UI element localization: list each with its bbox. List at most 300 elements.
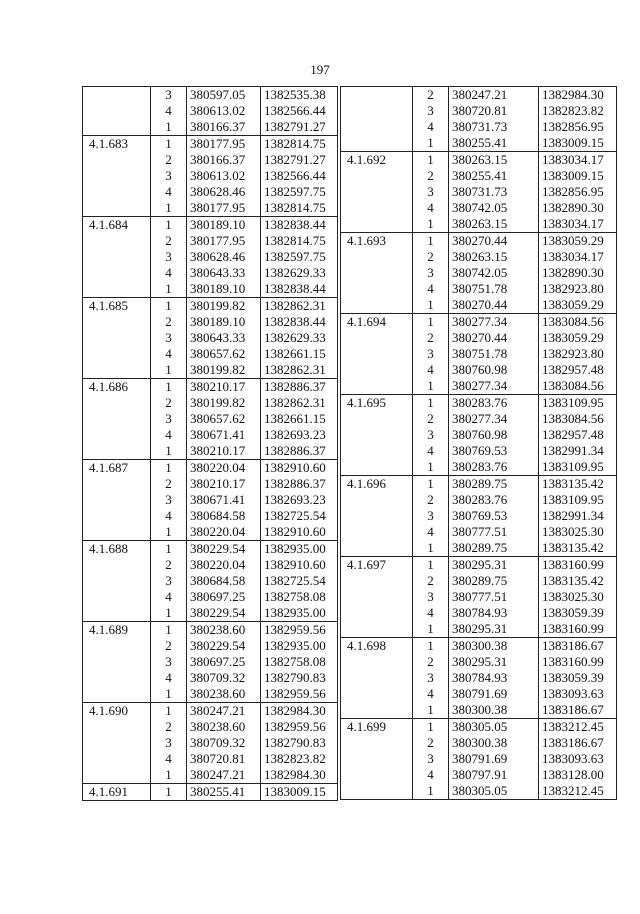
- parcel-id-cell: [83, 638, 151, 654]
- y-coordinate-cell: 1383034.17: [539, 216, 617, 233]
- y-coordinate-cell: 1383135.42: [539, 476, 617, 493]
- y-coordinate-cell: 1382566.44: [261, 103, 338, 119]
- x-coordinate-cell: 380791.69: [449, 751, 539, 767]
- y-coordinate-cell: 1382890.30: [539, 265, 617, 281]
- parcel-id-cell: [341, 265, 413, 281]
- parcel-id-cell: [83, 524, 151, 541]
- y-coordinate-cell: 1382935.00: [261, 605, 338, 622]
- table-row: [341, 297, 617, 314]
- parcel-id-cell: 4.1.686: [83, 379, 151, 396]
- point-number-cell: 2: [151, 395, 187, 411]
- parcel-id-cell: 4.1.684: [83, 217, 151, 234]
- y-coordinate-cell: 1382838.44: [261, 281, 338, 298]
- point-number-cell: 4: [413, 281, 449, 297]
- parcel-id-cell: [83, 362, 151, 379]
- table-row: [83, 217, 338, 234]
- parcel-id-cell: [341, 589, 413, 605]
- y-coordinate-cell: 1383212.45: [539, 783, 617, 800]
- y-coordinate-cell: 1382984.30: [261, 703, 338, 720]
- parcel-id-cell: 4.1.697: [341, 557, 413, 574]
- table-row: [341, 152, 617, 169]
- x-coordinate-cell: 380769.53: [449, 508, 539, 524]
- point-number-cell: 2: [413, 168, 449, 184]
- table-row: [341, 200, 617, 216]
- x-coordinate-cell: 380277.34: [449, 411, 539, 427]
- table-row: [83, 314, 338, 330]
- parcel-id-cell: [341, 492, 413, 508]
- table-row: [341, 476, 617, 493]
- table-row: [341, 492, 617, 508]
- y-coordinate-cell: 1382862.31: [261, 395, 338, 411]
- y-coordinate-cell: 1383135.42: [539, 540, 617, 557]
- parcel-id-cell: [83, 508, 151, 524]
- parcel-id-cell: [83, 281, 151, 298]
- point-number-cell: 1: [413, 395, 449, 412]
- x-coordinate-cell: 380300.38: [449, 735, 539, 751]
- point-number-cell: 3: [413, 265, 449, 281]
- x-coordinate-cell: 380731.73: [449, 184, 539, 200]
- x-coordinate-cell: 380166.37: [187, 152, 261, 168]
- y-coordinate-cell: 1383025.30: [539, 589, 617, 605]
- x-coordinate-cell: 380731.73: [449, 119, 539, 135]
- point-number-cell: 1: [151, 767, 187, 784]
- parcel-id-cell: [83, 719, 151, 735]
- point-number-cell: 3: [151, 492, 187, 508]
- point-number-cell: 2: [413, 492, 449, 508]
- x-coordinate-cell: 380720.81: [187, 751, 261, 767]
- x-coordinate-cell: 380166.37: [187, 119, 261, 136]
- parcel-id-cell: [83, 654, 151, 670]
- table-row: [341, 362, 617, 378]
- table-row: [83, 557, 338, 573]
- y-coordinate-cell: 1382862.31: [261, 298, 338, 315]
- parcel-id-cell: [83, 443, 151, 460]
- parcel-id-cell: 4.1.689: [83, 622, 151, 639]
- parcel-id-cell: 4.1.687: [83, 460, 151, 477]
- y-coordinate-cell: 1383109.95: [539, 492, 617, 508]
- table-row: [341, 119, 617, 135]
- parcel-id-cell: [341, 135, 413, 152]
- point-number-cell: 4: [151, 589, 187, 605]
- x-coordinate-cell: 380199.82: [187, 362, 261, 379]
- parcel-id-cell: 4.1.691: [83, 784, 151, 801]
- x-coordinate-cell: 380189.10: [187, 314, 261, 330]
- point-number-cell: 3: [151, 87, 187, 104]
- table-row: [83, 703, 338, 720]
- y-coordinate-cell: 1382838.44: [261, 217, 338, 234]
- point-number-cell: 1: [151, 460, 187, 477]
- point-number-cell: 2: [151, 476, 187, 492]
- y-coordinate-cell: 1383160.99: [539, 654, 617, 670]
- y-coordinate-cell: 1382856.95: [539, 184, 617, 200]
- table-row: [83, 476, 338, 492]
- point-number-cell: 3: [413, 184, 449, 200]
- y-coordinate-cell: 1383059.29: [539, 330, 617, 346]
- table-row: [83, 298, 338, 315]
- table-row: [83, 751, 338, 767]
- x-coordinate-cell: 380777.51: [449, 589, 539, 605]
- table-row: [83, 119, 338, 136]
- point-number-cell: 2: [413, 249, 449, 265]
- table-row: [341, 330, 617, 346]
- y-coordinate-cell: 1382791.27: [261, 152, 338, 168]
- point-number-cell: 3: [413, 103, 449, 119]
- y-coordinate-cell: 1383009.15: [261, 784, 338, 801]
- table-row: [341, 654, 617, 670]
- x-coordinate-cell: 380177.95: [187, 200, 261, 217]
- point-number-cell: 1: [151, 686, 187, 703]
- y-coordinate-cell: 1382935.00: [261, 541, 338, 558]
- x-coordinate-cell: 380289.75: [449, 476, 539, 493]
- x-coordinate-cell: 380769.53: [449, 443, 539, 459]
- parcel-id-cell: [341, 686, 413, 702]
- table-row: [83, 379, 338, 396]
- x-coordinate-cell: 380295.31: [449, 654, 539, 670]
- table-row: [83, 152, 338, 168]
- point-number-cell: 1: [151, 443, 187, 460]
- y-coordinate-cell: 1383109.95: [539, 395, 617, 412]
- x-coordinate-cell: 380720.81: [449, 103, 539, 119]
- parcel-id-cell: [341, 200, 413, 216]
- y-coordinate-cell: 1382886.37: [261, 476, 338, 492]
- parcel-id-cell: [341, 411, 413, 427]
- x-coordinate-cell: 380643.33: [187, 330, 261, 346]
- table-row: [341, 87, 617, 104]
- table-row: [341, 314, 617, 331]
- table-row: [341, 411, 617, 427]
- x-coordinate-cell: 380657.62: [187, 346, 261, 362]
- point-number-cell: 1: [151, 200, 187, 217]
- y-coordinate-cell: 1383009.15: [539, 168, 617, 184]
- table-row: [341, 508, 617, 524]
- parcel-id-cell: [341, 540, 413, 557]
- x-coordinate-cell: 380277.34: [449, 314, 539, 331]
- point-number-cell: 4: [151, 508, 187, 524]
- point-number-cell: 3: [151, 411, 187, 427]
- point-number-cell: 2: [413, 573, 449, 589]
- point-number-cell: 1: [413, 378, 449, 395]
- y-coordinate-cell: 1383093.63: [539, 751, 617, 767]
- table-row: [83, 686, 338, 703]
- table-row: [83, 654, 338, 670]
- parcel-id-cell: [341, 216, 413, 233]
- y-coordinate-cell: 1382814.75: [261, 200, 338, 217]
- parcel-id-cell: [341, 670, 413, 686]
- point-number-cell: 4: [413, 605, 449, 621]
- point-number-cell: 1: [413, 152, 449, 169]
- y-coordinate-cell: 1382790.83: [261, 670, 338, 686]
- point-number-cell: 2: [151, 638, 187, 654]
- parcel-id-cell: [83, 346, 151, 362]
- point-number-cell: 4: [413, 200, 449, 216]
- x-coordinate-cell: 380283.76: [449, 395, 539, 412]
- y-coordinate-cell: 1383135.42: [539, 573, 617, 589]
- table-row: [83, 395, 338, 411]
- point-number-cell: 1: [413, 476, 449, 493]
- y-coordinate-cell: 1382823.82: [539, 103, 617, 119]
- table-row: [83, 362, 338, 379]
- x-coordinate-cell: 380270.44: [449, 330, 539, 346]
- parcel-id-cell: [83, 573, 151, 589]
- x-coordinate-cell: 380791.69: [449, 686, 539, 702]
- y-coordinate-cell: 1382838.44: [261, 314, 338, 330]
- y-coordinate-cell: 1382791.27: [261, 119, 338, 136]
- parcel-id-cell: [341, 168, 413, 184]
- parcel-id-cell: [341, 427, 413, 443]
- table-row: [341, 524, 617, 540]
- x-coordinate-cell: 380628.46: [187, 184, 261, 200]
- x-coordinate-cell: 380210.17: [187, 476, 261, 492]
- point-number-cell: 3: [413, 670, 449, 686]
- y-coordinate-cell: 1383212.45: [539, 719, 617, 736]
- x-coordinate-cell: 380295.31: [449, 621, 539, 638]
- x-coordinate-cell: 380760.98: [449, 362, 539, 378]
- parcel-id-cell: [83, 168, 151, 184]
- parcel-id-cell: [83, 427, 151, 443]
- y-coordinate-cell: 1382629.33: [261, 330, 338, 346]
- y-coordinate-cell: 1382790.83: [261, 735, 338, 751]
- parcel-id-cell: [341, 362, 413, 378]
- x-coordinate-cell: 380270.44: [449, 233, 539, 250]
- y-coordinate-cell: 1382959.56: [261, 719, 338, 735]
- point-number-cell: 3: [151, 330, 187, 346]
- y-coordinate-cell: 1382991.34: [539, 443, 617, 459]
- x-coordinate-cell: 380210.17: [187, 443, 261, 460]
- x-coordinate-cell: 380189.10: [187, 281, 261, 298]
- y-coordinate-cell: 1383059.29: [539, 297, 617, 314]
- parcel-id-cell: [83, 735, 151, 751]
- point-number-cell: 4: [413, 119, 449, 135]
- table-row: [83, 200, 338, 217]
- parcel-id-cell: [341, 281, 413, 297]
- point-number-cell: 1: [151, 362, 187, 379]
- x-coordinate-cell: 380255.41: [187, 784, 261, 801]
- x-coordinate-cell: 380247.21: [449, 87, 539, 104]
- point-number-cell: 1: [151, 784, 187, 801]
- y-coordinate-cell: 1382886.37: [261, 379, 338, 396]
- parcel-id-cell: 4.1.699: [341, 719, 413, 736]
- table-row: [341, 573, 617, 589]
- table-row: [83, 136, 338, 153]
- parcel-id-cell: [341, 751, 413, 767]
- parcel-id-cell: [341, 119, 413, 135]
- parcel-id-cell: [83, 330, 151, 346]
- point-number-cell: 3: [151, 249, 187, 265]
- table-row: [83, 443, 338, 460]
- parcel-id-cell: [83, 751, 151, 767]
- table-row: [83, 524, 338, 541]
- parcel-id-cell: [341, 735, 413, 751]
- y-coordinate-cell: 1383084.56: [539, 314, 617, 331]
- y-coordinate-cell: 1382910.60: [261, 524, 338, 541]
- point-number-cell: 4: [151, 751, 187, 767]
- parcel-id-cell: [341, 87, 413, 104]
- point-number-cell: 1: [413, 459, 449, 476]
- y-coordinate-cell: 1383160.99: [539, 621, 617, 638]
- y-coordinate-cell: 1382856.95: [539, 119, 617, 135]
- table-row: [83, 508, 338, 524]
- y-coordinate-cell: 1382957.48: [539, 427, 617, 443]
- point-number-cell: 4: [151, 184, 187, 200]
- x-coordinate-cell: 380263.15: [449, 152, 539, 169]
- point-number-cell: 1: [413, 233, 449, 250]
- y-coordinate-cell: 1382959.56: [261, 622, 338, 639]
- y-coordinate-cell: 1383025.30: [539, 524, 617, 540]
- y-coordinate-cell: 1382725.54: [261, 573, 338, 589]
- y-coordinate-cell: 1383059.29: [539, 233, 617, 250]
- parcel-id-cell: [83, 200, 151, 217]
- table-row: [341, 427, 617, 443]
- parcel-id-cell: [83, 152, 151, 168]
- y-coordinate-cell: 1382957.48: [539, 362, 617, 378]
- x-coordinate-cell: 380247.21: [187, 703, 261, 720]
- coordinates-table-right: [340, 86, 617, 800]
- parcel-id-cell: [341, 249, 413, 265]
- x-coordinate-cell: 380289.75: [449, 573, 539, 589]
- x-coordinate-cell: 380229.54: [187, 541, 261, 558]
- point-number-cell: 2: [151, 152, 187, 168]
- parcel-id-cell: [341, 702, 413, 719]
- x-coordinate-cell: 380628.46: [187, 249, 261, 265]
- point-number-cell: 1: [413, 621, 449, 638]
- parcel-id-cell: [341, 654, 413, 670]
- y-coordinate-cell: 1382959.56: [261, 686, 338, 703]
- parcel-id-cell: [341, 330, 413, 346]
- parcel-id-cell: [83, 411, 151, 427]
- parcel-id-cell: 4.1.694: [341, 314, 413, 331]
- point-number-cell: 1: [413, 557, 449, 574]
- x-coordinate-cell: 380229.54: [187, 638, 261, 654]
- parcel-id-cell: 4.1.696: [341, 476, 413, 493]
- point-number-cell: 1: [413, 297, 449, 314]
- y-coordinate-cell: 1382814.75: [261, 136, 338, 153]
- table-row: [341, 638, 617, 655]
- x-coordinate-cell: 380709.32: [187, 670, 261, 686]
- table-row: [341, 783, 617, 800]
- x-coordinate-cell: 380597.05: [187, 87, 261, 104]
- y-coordinate-cell: 1383186.67: [539, 638, 617, 655]
- x-coordinate-cell: 380255.41: [449, 168, 539, 184]
- point-number-cell: 3: [413, 427, 449, 443]
- y-coordinate-cell: 1383160.99: [539, 557, 617, 574]
- point-number-cell: 4: [151, 670, 187, 686]
- x-coordinate-cell: 380684.58: [187, 573, 261, 589]
- parcel-id-cell: 4.1.688: [83, 541, 151, 558]
- y-coordinate-cell: 1383034.17: [539, 249, 617, 265]
- table-row: [83, 589, 338, 605]
- point-number-cell: 3: [413, 508, 449, 524]
- parcel-id-cell: [83, 557, 151, 573]
- x-coordinate-cell: 380742.05: [449, 200, 539, 216]
- parcel-id-cell: [83, 476, 151, 492]
- parcel-id-cell: [83, 492, 151, 508]
- table-row: [83, 411, 338, 427]
- point-number-cell: 1: [413, 216, 449, 233]
- point-number-cell: 1: [151, 119, 187, 136]
- point-number-cell: 3: [151, 168, 187, 184]
- table-row: [341, 719, 617, 736]
- point-number-cell: 2: [413, 330, 449, 346]
- point-number-cell: 3: [151, 735, 187, 751]
- parcel-id-cell: [83, 314, 151, 330]
- x-coordinate-cell: 380255.41: [449, 135, 539, 152]
- parcel-id-cell: [83, 670, 151, 686]
- x-coordinate-cell: 380189.10: [187, 217, 261, 234]
- parcel-id-cell: [341, 459, 413, 476]
- y-coordinate-cell: 1382725.54: [261, 508, 338, 524]
- x-coordinate-cell: 380305.05: [449, 719, 539, 736]
- x-coordinate-cell: 380199.82: [187, 298, 261, 315]
- table-row: [341, 378, 617, 395]
- parcel-id-cell: [341, 621, 413, 638]
- parcel-id-cell: [83, 767, 151, 784]
- point-number-cell: 3: [151, 573, 187, 589]
- x-coordinate-cell: 380613.02: [187, 103, 261, 119]
- y-coordinate-cell: 1382693.23: [261, 492, 338, 508]
- point-number-cell: 3: [413, 346, 449, 362]
- coordinates-table-left: [82, 86, 338, 801]
- parcel-id-cell: [341, 378, 413, 395]
- point-number-cell: 1: [151, 281, 187, 298]
- table-row: [83, 670, 338, 686]
- parcel-id-cell: [341, 508, 413, 524]
- y-coordinate-cell: 1383109.95: [539, 459, 617, 476]
- x-coordinate-cell: 380671.41: [187, 492, 261, 508]
- table-row: [83, 622, 338, 639]
- table-row: [341, 216, 617, 233]
- parcel-id-cell: [83, 265, 151, 281]
- x-coordinate-cell: 380238.60: [187, 622, 261, 639]
- parcel-id-cell: [83, 119, 151, 136]
- parcel-id-cell: [83, 605, 151, 622]
- point-number-cell: 4: [413, 524, 449, 540]
- point-number-cell: 2: [413, 735, 449, 751]
- table-row: [341, 589, 617, 605]
- point-number-cell: 1: [151, 622, 187, 639]
- table-row: [83, 573, 338, 589]
- parcel-id-cell: [341, 783, 413, 800]
- point-number-cell: 2: [151, 233, 187, 249]
- parcel-id-cell: 4.1.692: [341, 152, 413, 169]
- parcel-id-cell: [83, 233, 151, 249]
- point-number-cell: 1: [413, 314, 449, 331]
- x-coordinate-cell: 380777.51: [449, 524, 539, 540]
- x-coordinate-cell: 380697.25: [187, 589, 261, 605]
- point-number-cell: 2: [151, 719, 187, 735]
- parcel-id-cell: [83, 686, 151, 703]
- table-row: [341, 443, 617, 459]
- parcel-id-cell: 4.1.698: [341, 638, 413, 655]
- parcel-id-cell: 4.1.693: [341, 233, 413, 250]
- point-number-cell: 4: [151, 346, 187, 362]
- table-row: [341, 767, 617, 783]
- point-number-cell: 1: [151, 524, 187, 541]
- table-row: [341, 686, 617, 702]
- table-row: [83, 233, 338, 249]
- y-coordinate-cell: 1382535.38: [261, 87, 338, 104]
- parcel-id-cell: [341, 573, 413, 589]
- y-coordinate-cell: 1383034.17: [539, 152, 617, 169]
- parcel-id-cell: [341, 297, 413, 314]
- table-row: [83, 605, 338, 622]
- table-row: [341, 702, 617, 719]
- table-row: [341, 103, 617, 119]
- parcel-id-cell: [83, 589, 151, 605]
- table-row: [83, 103, 338, 119]
- x-coordinate-cell: 380199.82: [187, 395, 261, 411]
- x-coordinate-cell: 380671.41: [187, 427, 261, 443]
- table-row: [83, 87, 338, 104]
